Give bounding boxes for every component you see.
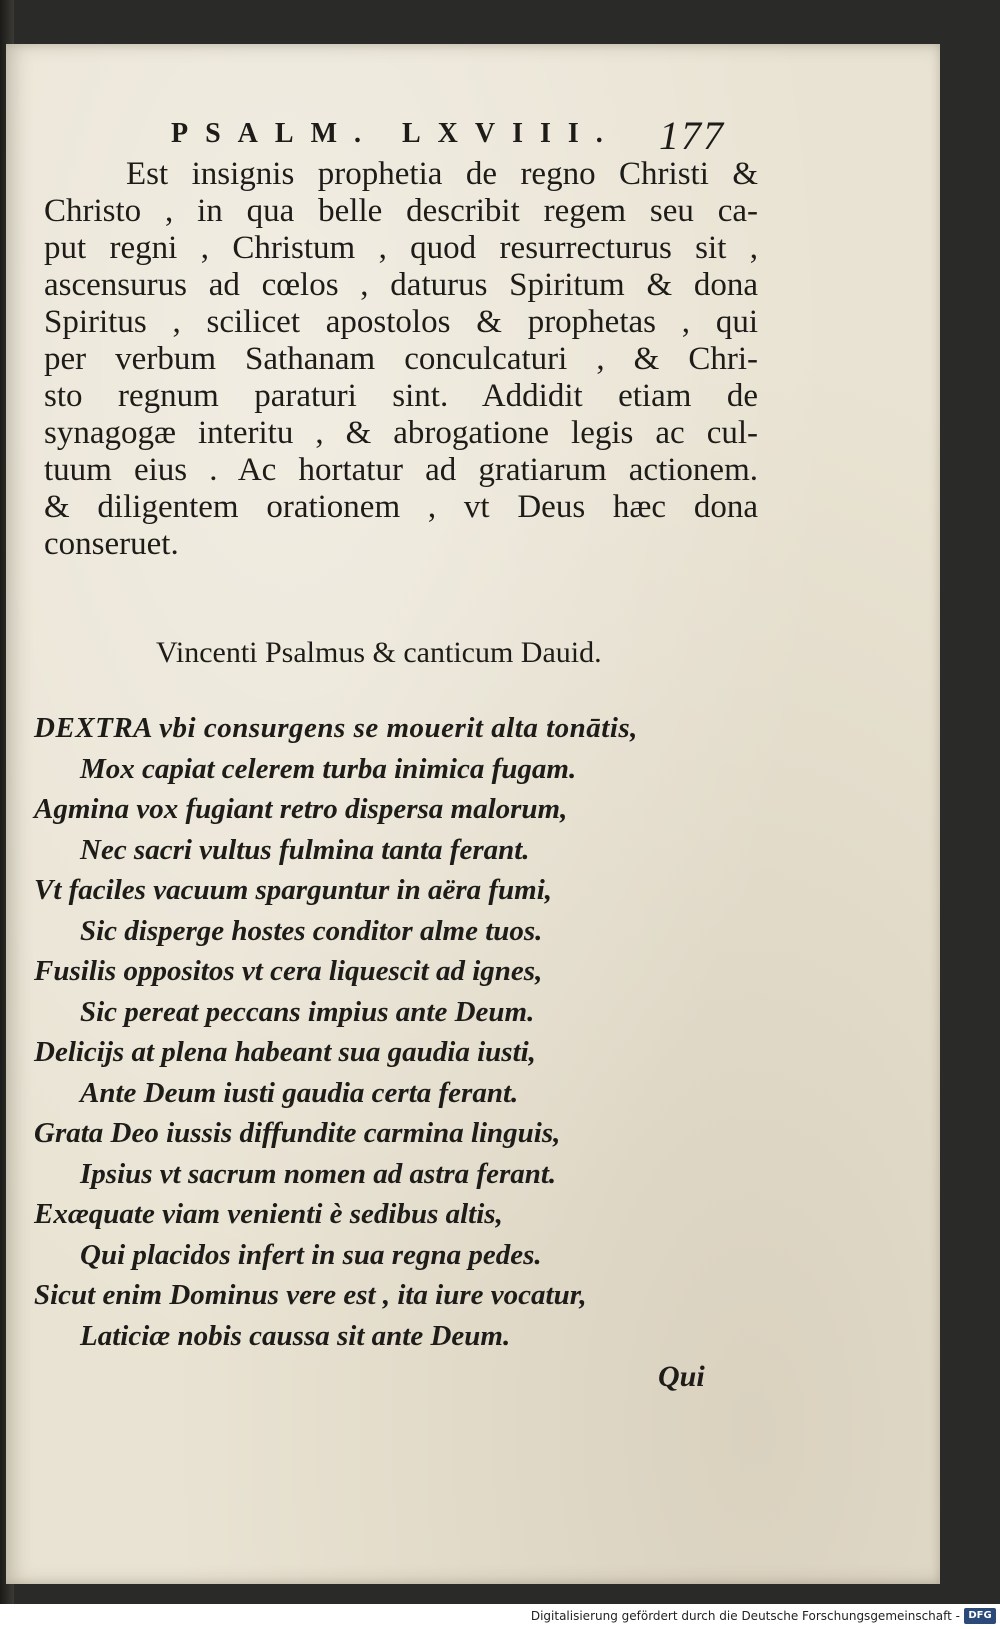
verse-line: Delicijs at plena habeant sua gaudia iusti, (34, 1036, 536, 1068)
verse-line: Grata Deo iussis diffundite carmina linguis, (34, 1117, 561, 1149)
digitization-footer (0, 1604, 1000, 1629)
verse-line: Ante Deum iusti gaudia certa ferant. (80, 1076, 519, 1109)
prose-paragraph (44, 156, 758, 563)
prose-line: & diligentem orationem , vt Deus hæc dona (44, 489, 758, 525)
funding-credit: Digitalisierung gefördert durch die Deutsche Forschungsgemeinschaft - (530, 1609, 960, 1623)
prose-line: synagogæ interitu , & abrogatione legis ac cul- (44, 415, 758, 451)
verse-line: Exæquate viam venienti è sedibus altis, (34, 1198, 503, 1230)
page-number: 177 (659, 113, 725, 158)
prose-line: Est insignis prophetia de regno Christi & (126, 156, 758, 192)
verse-line: Laticiæ nobis caussa sit ante Deum. (80, 1319, 511, 1352)
dfg-logo-icon: DFG (964, 1608, 996, 1624)
book-page (6, 44, 940, 1584)
verse-line: Sic pereat peccans impius ante Deum. (80, 995, 535, 1028)
prose-line: sto regnum paraturi sint. Addidit etiam de (44, 378, 758, 414)
prose-line: tuum eius . Ac hortatur ad gratiarum actionem. (44, 452, 758, 488)
verse-line: Fusilis oppositos vt cera liquescit ad ignes, (34, 955, 543, 987)
prose-line: ascensurus ad cœlos , daturus Spiritum & dona (44, 267, 758, 303)
running-head (171, 112, 771, 162)
verse-line: Mox capiat celerem turba inimica fugam. (80, 752, 577, 785)
verse-line: DEXTRA vbi consurgens se mouerit alta tonātis, (34, 712, 638, 744)
verse-line: Agmina vox fugiant retro dispersa malorum, (34, 793, 568, 825)
prose-line: conseruet. (44, 526, 179, 562)
psalm-subheading: Vincenti Psalmus & canticum Dauid. (156, 636, 602, 669)
catchword: Qui (658, 1360, 705, 1393)
verse-line: Sicut enim Dominus vere est , ita iure vocatur, (34, 1279, 587, 1311)
prose-line: put regni , Christum , quod resurrecturus sit , (44, 230, 758, 266)
prose-line: Christo , in qua belle describit regem seu ca- (44, 193, 758, 229)
verse-block (34, 708, 754, 1356)
verse-line: Ipsius vt sacrum nomen ad astra ferant. (80, 1157, 557, 1190)
prose-line: per verbum Sathanam conculcaturi , & Chri- (44, 341, 758, 377)
verse-line: Nec sacri vultus fulmina tanta ferant. (80, 833, 530, 866)
verse-line: Sic disperge hostes conditor alme tuos. (80, 914, 543, 947)
verse-line: Qui placidos infert in sua regna pedes. (80, 1238, 542, 1271)
running-title: PSALM. LXVIII. (171, 118, 620, 149)
verse-line: Vt faciles vacuum sparguntur in aëra fumi, (34, 874, 553, 906)
prose-line: Spiritus , scilicet apostolos & prophetas , qui (44, 304, 758, 340)
